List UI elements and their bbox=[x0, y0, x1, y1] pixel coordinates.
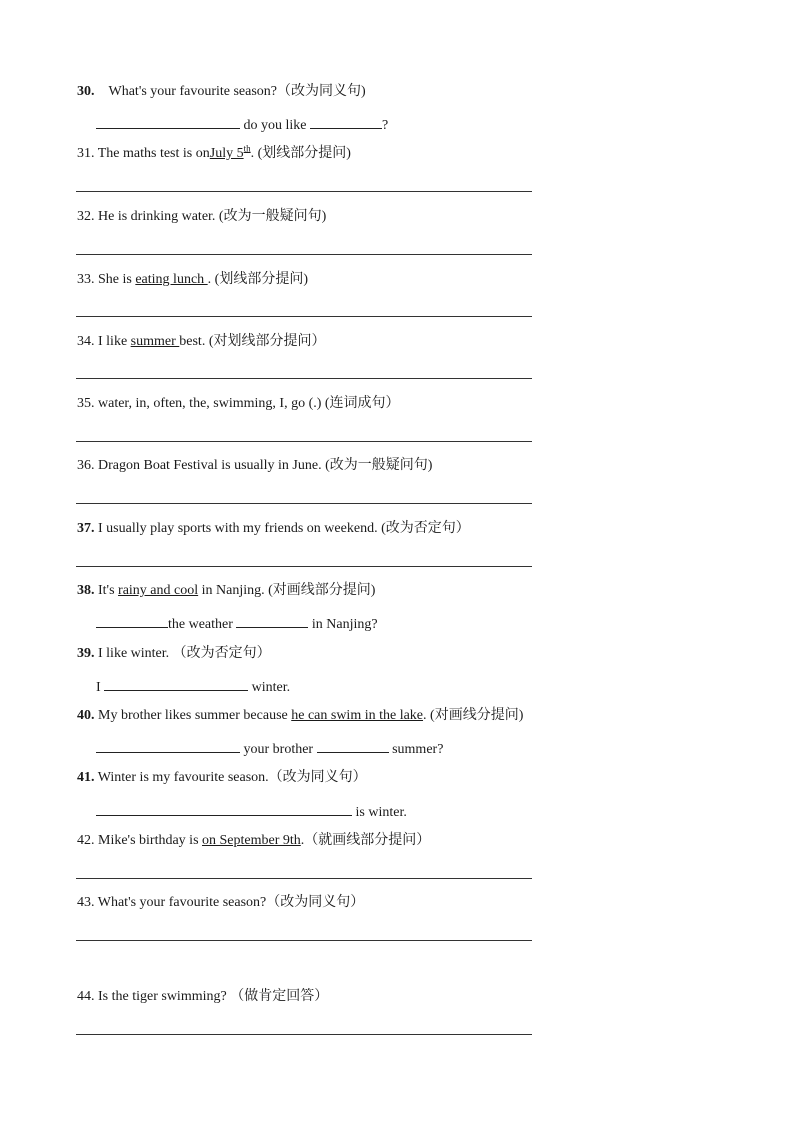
answer-rule[interactable] bbox=[76, 1034, 532, 1035]
question-number: 36. bbox=[77, 458, 95, 473]
question-43 bbox=[77, 894, 364, 912]
answer-line-41 bbox=[96, 801, 407, 822]
answer-rule[interactable] bbox=[76, 940, 532, 941]
answer-rule[interactable] bbox=[76, 316, 532, 317]
question-33 bbox=[77, 271, 308, 289]
question-text: My brother likes summer because bbox=[98, 708, 292, 723]
answer-rule[interactable] bbox=[76, 878, 532, 879]
question-32 bbox=[77, 208, 326, 226]
question-number: 43. bbox=[77, 895, 95, 910]
question-number: 41. bbox=[77, 770, 95, 785]
question-text: The maths test is on bbox=[97, 146, 210, 161]
question-text: What's your favourite season?（改为同义句） bbox=[97, 895, 365, 910]
underlined-phrase: eating lunch bbox=[135, 272, 208, 287]
answer-rule[interactable] bbox=[76, 191, 532, 192]
question-41 bbox=[77, 769, 367, 787]
question-text: She is bbox=[98, 272, 136, 287]
question-text: . (划线部分提问) bbox=[207, 272, 308, 287]
question-text: Mike's birthday is bbox=[98, 833, 203, 848]
question-number: 37. bbox=[77, 521, 95, 536]
underlined-phrase: July 5 bbox=[209, 146, 244, 161]
question-text: I like winter. （改为否定句） bbox=[98, 646, 271, 661]
answer-rule[interactable] bbox=[76, 441, 532, 442]
question-text: . (划线部分提问) bbox=[250, 146, 351, 161]
question-42 bbox=[77, 832, 430, 850]
question-34 bbox=[77, 333, 325, 351]
question-text: What's your favourite season?（改为同义句) bbox=[108, 84, 366, 99]
question-text: water, in, often, the, swimming, I, go (.) (连词成句） bbox=[98, 396, 400, 411]
question-number: 39. bbox=[77, 646, 95, 661]
answer-blank[interactable] bbox=[317, 738, 389, 753]
answer-line-30 bbox=[96, 114, 388, 135]
question-text: Winter is my favourite season.（改为同义句） bbox=[97, 770, 367, 785]
answer-line-40 bbox=[96, 738, 443, 759]
question-text: best. (对划线部分提问） bbox=[179, 334, 326, 349]
question-text: Is the tiger swimming? （做肯定回答） bbox=[98, 989, 329, 1004]
question-44 bbox=[77, 988, 328, 1006]
question-text: .（就画线部分提问） bbox=[300, 833, 431, 848]
question-36 bbox=[77, 457, 432, 475]
question-35 bbox=[77, 395, 400, 413]
answer-line-39 bbox=[96, 676, 290, 697]
answer-text: in Nanjing? bbox=[311, 617, 378, 632]
answer-text: ? bbox=[382, 118, 389, 133]
question-38 bbox=[77, 582, 375, 600]
answer-blank[interactable] bbox=[96, 114, 240, 129]
question-text: I like bbox=[98, 334, 131, 349]
underlined-phrase: he can swim in the lake bbox=[291, 708, 424, 723]
answer-text: your brother bbox=[243, 742, 314, 757]
underlined-phrase: rainy and cool bbox=[118, 583, 199, 598]
question-39 bbox=[77, 645, 271, 663]
question-text: He is drinking water. (改为一般疑问句) bbox=[98, 209, 327, 224]
question-text: Dragon Boat Festival is usually in June. (改为一般疑问句) bbox=[98, 458, 433, 473]
question-number: 31. bbox=[77, 146, 95, 161]
answer-blank[interactable] bbox=[96, 738, 240, 753]
answer-line-38 bbox=[96, 613, 378, 634]
question-number: 38. bbox=[77, 583, 95, 598]
question-number: 40. bbox=[77, 708, 95, 723]
answer-blank[interactable] bbox=[96, 613, 168, 628]
question-37 bbox=[77, 520, 470, 538]
underlined-phrase: summer bbox=[130, 334, 180, 349]
answer-text: do you like bbox=[243, 118, 307, 133]
question-31 bbox=[77, 145, 351, 163]
question-text: It's bbox=[98, 583, 119, 598]
answer-text: winter. bbox=[251, 680, 291, 695]
answer-text: I bbox=[96, 680, 101, 695]
answer-rule[interactable] bbox=[76, 254, 532, 255]
answer-rule[interactable] bbox=[76, 566, 532, 567]
answer-rule[interactable] bbox=[76, 503, 532, 504]
question-text: . (对画线分提问) bbox=[423, 708, 524, 723]
answer-blank[interactable] bbox=[310, 114, 382, 129]
answer-text: the weather bbox=[168, 617, 233, 632]
underlined-phrase: on September 9th bbox=[202, 833, 301, 848]
answer-rule[interactable] bbox=[76, 378, 532, 379]
answer-blank[interactable] bbox=[96, 801, 352, 816]
superscript: th bbox=[243, 143, 251, 154]
answer-blank[interactable] bbox=[236, 613, 308, 628]
answer-text: is winter. bbox=[355, 805, 407, 820]
question-40 bbox=[77, 707, 523, 725]
question-number: 32. bbox=[77, 209, 95, 224]
question-30 bbox=[77, 83, 366, 101]
question-number: 42. bbox=[77, 833, 95, 848]
question-number: 33. bbox=[77, 272, 95, 287]
question-text: I usually play sports with my friends on weekend. (改为否定句） bbox=[98, 521, 470, 536]
question-number: 34. bbox=[77, 334, 95, 349]
answer-text: summer? bbox=[392, 742, 444, 757]
question-text: in Nanjing. (对画线部分提问) bbox=[198, 583, 376, 598]
question-number: 44. bbox=[77, 989, 95, 1004]
question-number: 30. bbox=[77, 84, 95, 99]
question-number: 35. bbox=[77, 396, 95, 411]
answer-blank[interactable] bbox=[104, 676, 248, 691]
